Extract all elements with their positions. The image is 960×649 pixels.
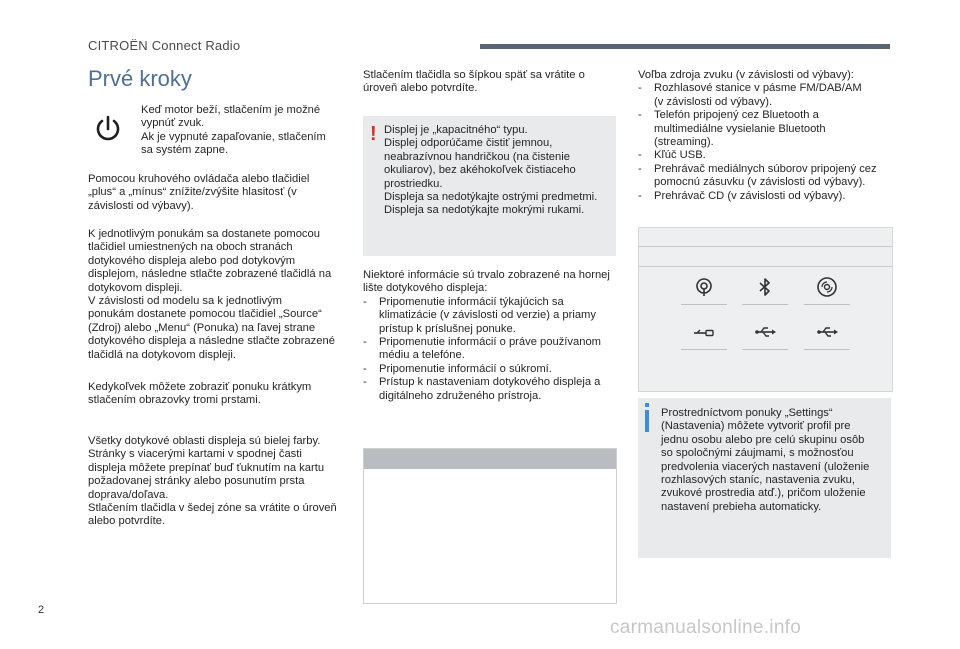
three-finger-paragraph: Kedykoľvek môžete zobraziť ponuku krátkym stlačením obrazovky tromi prstami. [88, 381, 312, 407]
power-text: Keď motor beží, stlačením je možné vypnúť zvuk. Ak je vypnuté zapaľovanie, stlačením sa systém zapne. [141, 104, 326, 157]
list-item: - Pripomenutie informácií o práve používanom médiu a telefóne. [363, 336, 621, 363]
power-icon [92, 113, 124, 145]
list-item: - Pripomenutie informácií týkajúcich sa klimatizácie (v závislosti od verzie) a priamy prístup k príslušnej ponuke. [363, 296, 621, 336]
list-item: - Rozhlasové stanice v pásme FM/DAB/AM (v závislosti od výbavy). [638, 82, 898, 109]
page-number: 2 [38, 604, 45, 616]
top-bar-paragraph: Niektoré informácie sú trvalo zobrazené na hornej lište dotykového displeja: - Pripomenutie informácií týkajúcich sa klimatizácie (v závislosti od verzie) a priamy prístup k príslušnej ponuke. - Pripomenutie informácií o práve používanom médiu a telefóne. - Pripomenutie informácií o súkromí. - Prístup k nastaveniam dotykového displeja a digitálneho združeného prístroja. [363, 269, 621, 403]
audio-source-list [638, 82, 898, 203]
info-icon [645, 410, 649, 432]
header-bar [480, 44, 890, 49]
list-item: - Pripomenutie informácií o súkromí. [363, 363, 621, 376]
audio-source-paragraph: Voľba zdroja zvuku (v závislosti od výbavy): - Rozhlasové stanice v pásme FM/DAB/AM (v závislosti od výbavy). - Telefón pripojený cez Bluetooth a multimediálne vysielanie Bluetooth (streaming). - Kľúč USB. - Prehrávač mediálnych súborov pripojený cez pomocnú zásuvku (v závislosti od výbavy). - Prehrávač CD (v závislosti od výbavy). [638, 69, 898, 203]
list-item: - Prístup k nastaveniam dotykového displeja a digitálneho združeného prístroja. [363, 376, 621, 403]
warning-text: Displej je „kapacitného“ typu. Displej odporúčame čistiť jemnou, neabrazívnou handričkou (na čistenie okuliarov), bez akéhokoľvek čistiaceho prostriedku. Displeja sa nedotýkajte ostrými predmetmi. Displeja sa nedotýkajte mokrými rukami. [384, 124, 598, 217]
header-brand: CITROËN Connect Radio [88, 38, 241, 53]
aux-jack-icon[interactable] [681, 314, 727, 350]
list-item: - Kľúč USB. [638, 149, 898, 162]
image-placeholder [363, 448, 617, 604]
radio-icon[interactable] [681, 269, 727, 305]
usb-icon[interactable] [742, 314, 788, 350]
cd-icon[interactable] [804, 269, 850, 305]
list-item: - Prehrávač mediálnych súborov pripojený cez pomocnú zásuvku (v závislosti od výbavy). [638, 163, 898, 190]
list-item: - Telefón pripojený cez Bluetooth a multimediálne vysielanie Bluetooth (streaming). [638, 109, 898, 149]
bluetooth-icon[interactable] [742, 269, 788, 305]
menus-paragraph: K jednotlivým ponukám sa dostanete pomocou tlačidiel umiestnených na oboch stranách dotykového displeja alebo pod dotykovým displejom, následne stlačte zobrazené tlačidlá na dotykovom displeji. V závislosti od modelu sa k jednotlivým ponukám dostanete pomocou tlačidiel „Source“ (Zdroj) alebo „Menu“ (Ponuka) na ľavej strane dotykového displeja a následne stlačte zobrazené tlačidlá na dotykovom displeji. [88, 228, 335, 361]
touch-areas-paragraph: Všetky dotykové oblasti displeja sú bielej farby. Stránky s viacerými kartami v spodnej časti displeja môžete prepínať buď ťuknutím na kartu požadovanej stránky alebo posunutím prsta doprava/doľava. Stlačením tlačidla v šedej zóne sa vrátite o úroveň alebo potvrdíte. [88, 435, 337, 528]
list-item: - Prehrávač CD (v závislosti od výbavy). [638, 190, 898, 203]
back-arrow-paragraph: Stlačením tlačidla so šípkou späť sa vrátite o úroveň alebo potvrdíte. [363, 69, 585, 95]
warning-icon: ! [370, 123, 377, 145]
usb-icon[interactable] [804, 314, 850, 350]
page-title: Prvé kroky [88, 66, 192, 91]
volume-paragraph: Pomocou kruhového ovládača alebo tlačidiel „plus“ a „mínus“ znížite/zvýšite hlasitosť (v závislosti od výbavy). [88, 173, 310, 212]
info-text: Prostredníctvom ponuky „Settings“ (Nastavenia) môžete vytvoriť profil pre jednu osobu alebo pre celú skupinu osôb so spoločnými záujmami, s možnosťou predvolenia viacerých nastavení (uloženie rozhlasových staníc, nastavenia zvuku, zvukové prostredia atď.), pričom uloženie nastavení prebieha automaticky. [661, 407, 870, 513]
watermark: carmanualsonline.info [610, 617, 802, 638]
top-bar-list [363, 296, 621, 403]
source-selection-panel [638, 227, 893, 392]
